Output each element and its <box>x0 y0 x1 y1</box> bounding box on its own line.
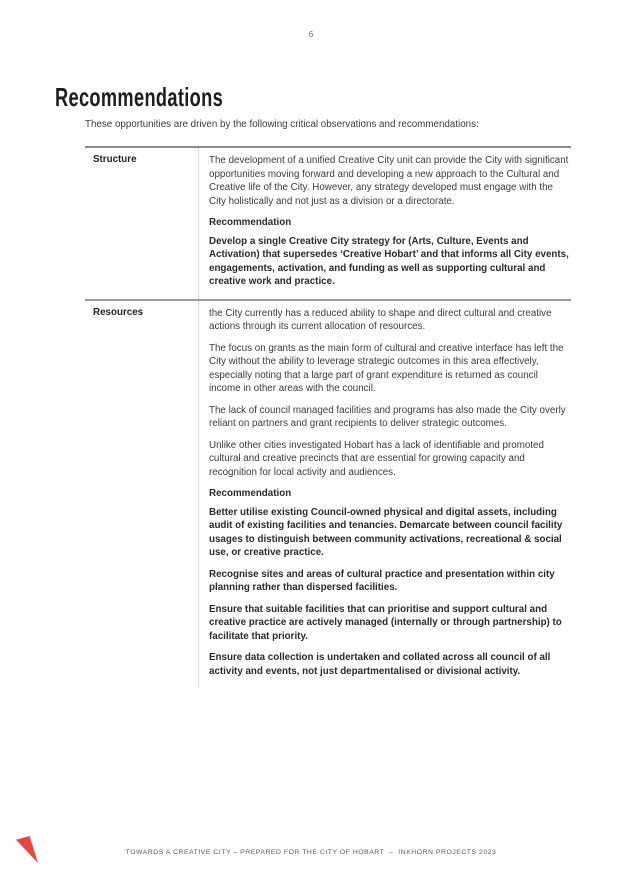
paragraph: Unlike other cities investigated Hobart has a lack of identifiable and promoted cultural and creative precincts that are essential for growing capacity and recognition for local activity and audiences. <box>209 439 544 478</box>
footer-text: TOWARDS A CREATIVE CITY – PREPARED FOR THE CITY OF HOBART – INKHORN PROJECTS 2023 <box>125 849 497 856</box>
table-row-resources <box>85 299 571 689</box>
recommendation-heading: Recommendation <box>209 217 292 228</box>
row-label: Resources <box>93 306 144 318</box>
table-row-structure <box>85 148 571 299</box>
paragraph: The lack of council managed facilities and programs has also made the City overly reliant on partners and grant recipients to deliver strategic outcomes. <box>209 404 566 429</box>
paragraph: Ensure data collection is undertaken and collated across all council of all activity and events, not just departmentalised or divisional activity. <box>209 652 551 677</box>
page-number: 6 <box>308 30 314 39</box>
paragraph: Ensure that suitable facilities that can prioritise and support cultural and creative practice are actively managed (internally or through partnership) to facilitate that priority. <box>209 603 562 642</box>
intro-text: These opportunities are driven by the following critical observations and recommendations: <box>85 119 479 130</box>
paragraph: Develop a single Creative City strategy for (Arts, Culture, Events and Activation) that supersedes ‘Creative Hobart’ and that informs all City events, engagements, activation, and funding as well as supporting cultural and creative work and practice. <box>209 235 569 287</box>
paragraph: Better utilise existing Council-owned physical and digital assets, including audit of existing facilities and tenancies. Demarcate between council facility usages to distinguish between community activations, recreational & social use, or creative practice. <box>209 506 563 558</box>
row-content <box>198 301 571 689</box>
row-content <box>198 148 571 299</box>
paragraph: Recognise sites and areas of cultural practice and presentation within city planning rather than dispersed facilities. <box>209 568 555 593</box>
recommendation-heading: Recommendation <box>209 488 292 499</box>
row-label: Structure <box>93 154 137 165</box>
recommendations-table <box>85 146 571 688</box>
page-title: Recommendations <box>55 82 224 112</box>
paragraph: The focus on grants as the main form of cultural and creative interface has left the City without the ability to leverage strategic outcomes in this area effectively, especially noting that a large part of grant expenditure is returned as council income in other areas with the council. <box>209 342 564 394</box>
paragraph: The development of a unified Creative City unit can provide the City with significant opportunities moving forward and developing a new approach to the Cultural and Creative life of the City. However, any strategy developed must engage with the City holistically and not just as a division or a directorate. <box>209 155 569 207</box>
paragraph: the City currently has a reduced ability to shape and direct cultural and creative actions through its current allocation of resources. <box>209 307 552 332</box>
